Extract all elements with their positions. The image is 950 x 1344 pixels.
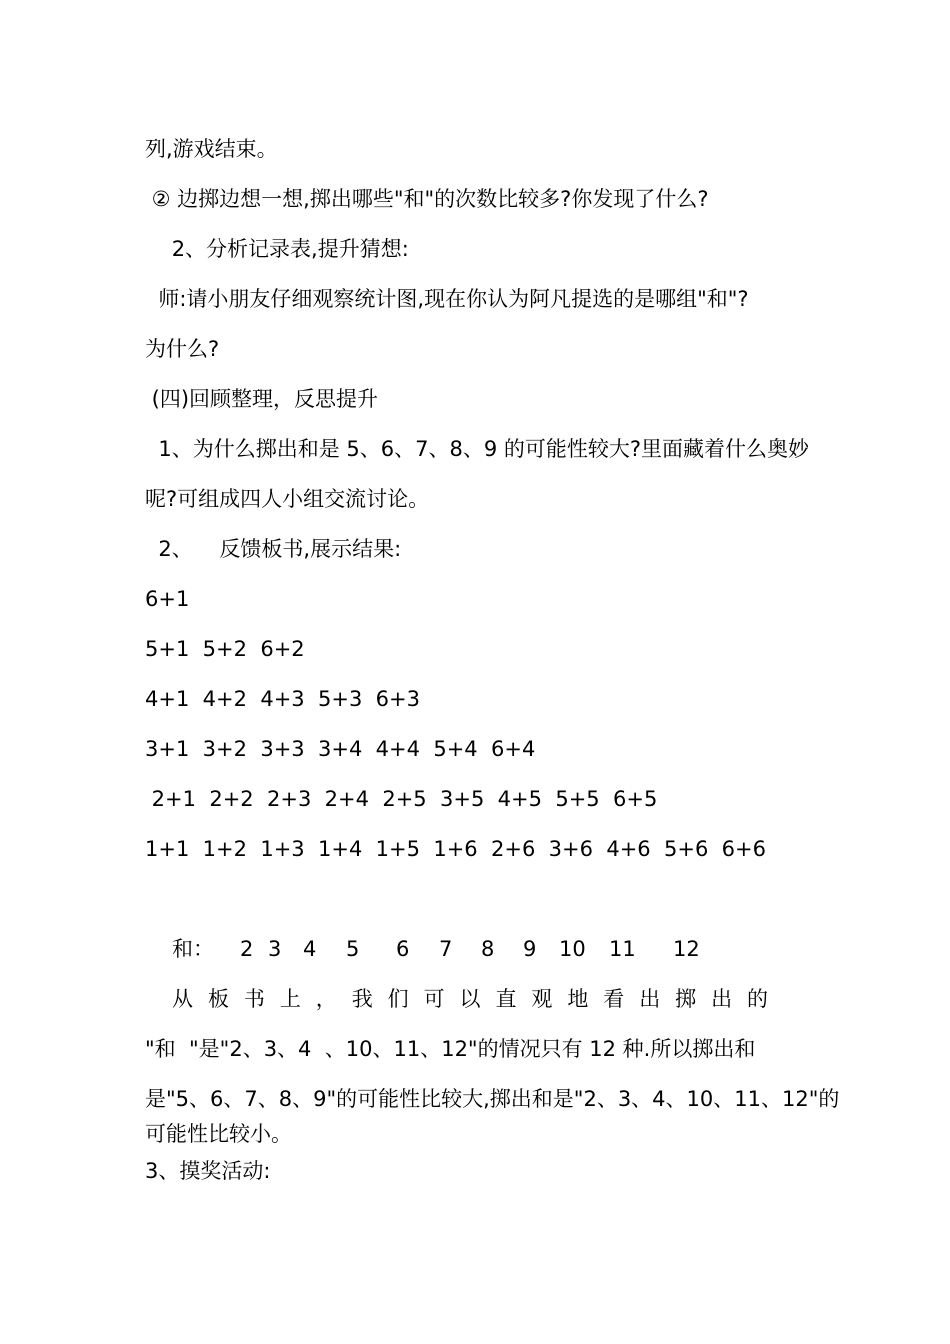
char: 地 xyxy=(567,987,589,1011)
char: 从 xyxy=(172,987,193,1011)
sum-value: 8 xyxy=(481,937,495,961)
conclusion-spaced-line xyxy=(172,986,768,1012)
text-line: 师:请小朋友仔细观察统计图,现在你认为阿凡提选的是哪组"和"? xyxy=(145,287,749,311)
section-heading: (四)回顾整理，反思提升 xyxy=(145,387,379,411)
char: 书 xyxy=(243,987,265,1011)
sum-value: 9 xyxy=(523,937,537,961)
char: 们 xyxy=(387,987,409,1011)
char: 观 xyxy=(531,987,553,1011)
combination-row: 4+1 4+2 4+3 5+3 6+3 xyxy=(145,687,420,711)
sums-label: 和： xyxy=(172,937,214,961)
char: 出 xyxy=(711,987,733,1011)
sum-value: 10 xyxy=(559,937,586,961)
text-line: 为什么? xyxy=(145,337,220,361)
char: 看 xyxy=(603,987,625,1011)
sum-value: 4 xyxy=(303,937,317,961)
char: 我 xyxy=(351,987,373,1011)
text-line: 1、为什么掷出和是 5、6、7、8、9 的可能性较大?里面藏着什么奥妙 xyxy=(145,437,810,461)
char: 的 xyxy=(747,987,768,1011)
sum-value: 11 xyxy=(609,937,636,961)
combination-row: 6+1 xyxy=(145,587,190,611)
section-heading: 3、摸奖活动: xyxy=(145,1159,271,1183)
sum-value: 3 xyxy=(268,937,282,961)
char: 直 xyxy=(495,987,517,1011)
char: 上 xyxy=(279,987,301,1011)
sum-value: 7 xyxy=(439,937,453,961)
conclusion-line: 是"5、6、7、8、9"的可能性比较大,掷出和是"2、3、4、10、11、12"的 xyxy=(145,1087,840,1111)
text-line: 呢?可组成四人小组交流讨论。 xyxy=(145,487,430,511)
sums-row xyxy=(0,936,950,962)
sum-value: 2 xyxy=(240,937,254,961)
char: 以 xyxy=(459,987,481,1011)
sum-value: 5 xyxy=(346,937,360,961)
conclusion-line: 可能性比较小。 xyxy=(145,1122,292,1146)
combination-row: 1+1 1+2 1+3 1+4 1+5 1+6 2+6 3+6 4+6 5+6 6+6 xyxy=(145,837,766,861)
char: ， xyxy=(315,987,337,1011)
char: 可 xyxy=(423,987,445,1011)
sum-value: 12 xyxy=(673,937,700,961)
section-heading: 2、分析记录表,提升猜想: xyxy=(145,237,409,261)
combination-row: 3+1 3+2 3+3 3+4 4+4 5+4 6+4 xyxy=(145,737,536,761)
char: 板 xyxy=(207,987,229,1011)
section-heading: 2、 反馈板书,展示结果: xyxy=(145,537,402,561)
combination-row: 2+1 2+2 2+3 2+4 2+5 3+5 4+5 5+5 6+5 xyxy=(145,787,658,811)
sum-value: 6 xyxy=(396,937,410,961)
question-line: ② 边掷边想一想,掷出哪些"和"的次数比较多?你发现了什么? xyxy=(145,187,709,211)
char: 出 xyxy=(639,987,661,1011)
char: 掷 xyxy=(675,987,697,1011)
conclusion-line: "和 "是"2、3、4 、10、11、12"的情况只有 12 种.所以掷出和 xyxy=(145,1037,756,1061)
combination-row: 5+1 5+2 6+2 xyxy=(145,637,305,661)
text-line: 列,游戏结束。 xyxy=(145,137,278,161)
